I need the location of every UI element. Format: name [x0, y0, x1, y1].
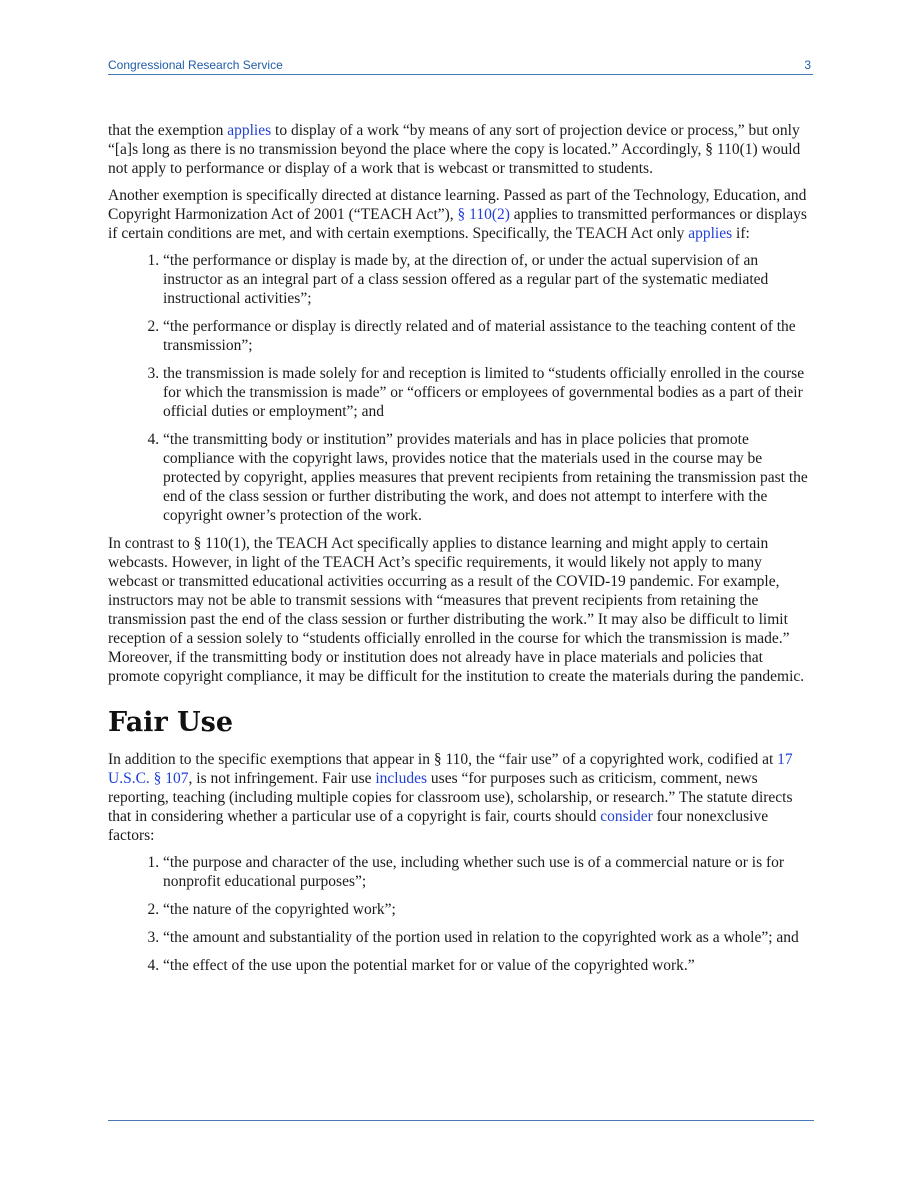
- text-run: that the exemption: [108, 122, 228, 139]
- paragraph-3: In contrast to § 110(1), the TEACH Act specifically applies to distance learning and might apply to certain webcasts. However, in light of the TEACH Act’s specific requirements, it would likely not apply to many webcast or transmitted educational activities occurring as a result of the COVID-19 pandemic. For example, instructors may not be able to transmit sessions with “measures that prevent recipients from retaining the transmission past the end of the class session or further distributing the work.” It may also be difficult to limit reception of a session solely to “students officially enrolled in the course for which the transmission is made.” Moreover, if the transmitting body or institution does not already have in place materials and policies that promote copyright compliance, it may be difficult for the institution to create the materials during the pandemic.: [108, 535, 805, 685]
- page-header: [108, 56, 813, 75]
- link-17-usc-107[interactable]: 17 U.S.C. § 107: [108, 751, 793, 787]
- text-run: In addition to the specific exemptions that appear in § 110, the “fair use” of a copyrighted work, codified at: [108, 751, 778, 768]
- link-section-110-2[interactable]: § 110(2): [457, 206, 510, 223]
- list-item: 4. “the transmitting body or institution” provides materials and has in place policies that promote compliance with the copyright laws, provides notice that the materials used in the course may be protected by copyright, applies measures that prevent recipients from retaining the transmission past the end of the class session or further distributing the work, and does not attempt to interfere with the copyright owner’s protection of the work.: [163, 430, 814, 525]
- paragraph-4: [108, 750, 814, 845]
- page-content: [108, 121, 814, 984]
- link-applies-2[interactable]: applies: [688, 225, 733, 242]
- text-run: Another exemption is specifically directed at distance learning. Passed as part of the Technology, Education, and Copyright Harmonization Act of 2001 (“TEACH Act”),: [108, 187, 807, 223]
- text-run: if:: [732, 225, 750, 242]
- link-applies-1[interactable]: applies: [227, 122, 272, 139]
- text-run: uses “for purposes such as criticism, comment, news reporting, teaching (including multiple copies for classroom use), scholarship, or research.” The statute directs that in considering whether a particular use of a copyright is fair, courts should: [108, 770, 793, 825]
- list-item: 3. the transmission is made solely for and reception is limited to “students officially enrolled in the course for which the transmission is made” or “officers or employees of governmental bodies as a part of their official duties or employment”; and: [163, 364, 814, 421]
- text-run: , is not infringement. Fair use: [188, 770, 376, 787]
- list-item: 1. “the performance or display is made by, at the direction of, or under the actual supervision of an instructor as an integral part of a class session offered as a regular part of the systematic mediated instructional activities”;: [163, 251, 814, 308]
- footer-divider: [108, 1120, 814, 1121]
- list-item: 2. “the nature of the copyrighted work”;: [163, 900, 814, 919]
- page-number: 3: [804, 58, 811, 72]
- link-includes[interactable]: includes: [375, 770, 428, 787]
- text-run: to display of a work “by means of any sort of projection device or process,” but only “[a]s long as there is no transmission beyond the place where the copy is located.” Accordingly, § 110(1) would not apply to performance or display of a work that is webcast or transmitted to students.: [108, 122, 801, 177]
- link-consider[interactable]: consider: [600, 808, 653, 825]
- list-item: 3. “the amount and substantiality of the portion used in relation to the copyrighted work as a whole”; and: [163, 928, 814, 947]
- teach-act-conditions-list: [108, 251, 814, 525]
- fair-use-factors-list: [108, 853, 814, 975]
- header-source: Congressional Research Service: [108, 58, 283, 72]
- list-item: 4. “the effect of the use upon the potential market for or value of the copyrighted work.”: [163, 956, 814, 975]
- list-item: 2. “the performance or display is directly related and of material assistance to the teaching content of the transmission”;: [163, 317, 814, 355]
- paragraph-2: [108, 186, 814, 243]
- paragraph-1: [108, 121, 814, 178]
- section-heading-fair-use: Fair Use: [108, 707, 233, 738]
- text-run: applies to transmitted performances or displays if certain conditions are met, and with certain exemptions. Specifically, the TEACH Act only: [108, 206, 807, 242]
- list-item: 1. “the purpose and character of the use, including whether such use is of a commercial nature or is for nonprofit educational purposes”;: [163, 853, 814, 891]
- text-run: four nonexclusive factors:: [108, 808, 769, 844]
